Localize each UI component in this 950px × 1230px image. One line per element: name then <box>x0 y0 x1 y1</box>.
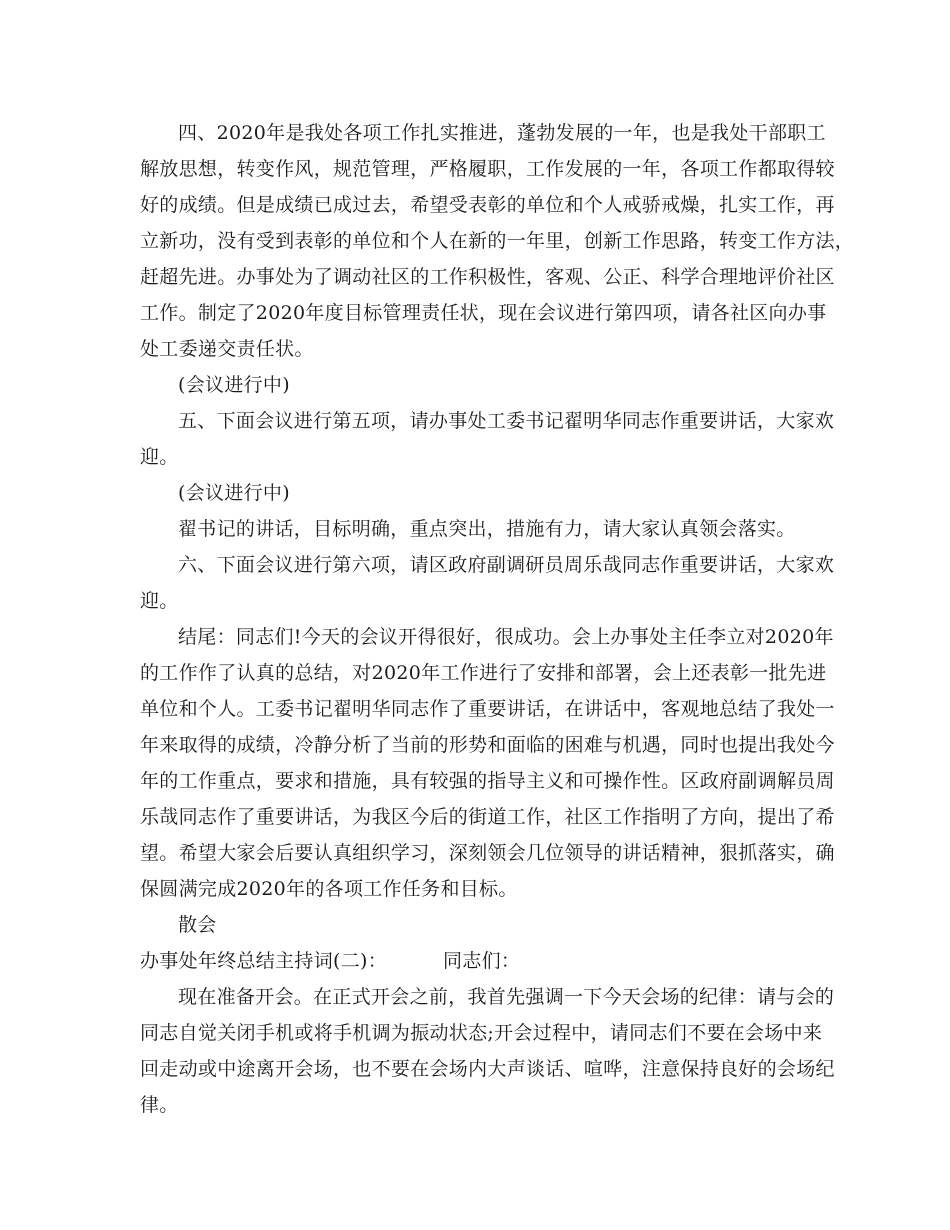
discipline-paragraph-line-2: 同志自觉关闭手机或将手机调为振动状态;开会过程中，请同志们不要在会场中来 <box>140 1022 823 1044</box>
paragraph-four-line-5: 赶超先进。办事处为了调动社区的工作积极性，客观、公正、科学合理地评价社区 <box>140 266 835 288</box>
closing-paragraph-line-1: 结尾：同志们!今天的会议开得很好，很成功。会上办事处主任李立对2020年 <box>178 626 834 648</box>
paragraph-four-line-2: 解放思想，转变作风，规范管理，严格履职，工作发展的一年，各项工作都取得较 <box>140 158 835 180</box>
discipline-paragraph-line-1: 现在准备开会。在正式开会之前，我首先强调一下今天会场的纪律：请与会的 <box>178 986 835 1008</box>
closing-paragraph-line-4: 年来取得的成绩，冷静分析了当前的形势和面临的困难与机遇，同时也提出我处今 <box>140 734 835 756</box>
paragraph-four-line-4: 立新功，没有受到表彰的单位和个人在新的一年里，创新工作思路，转变工作方法， <box>140 230 855 252</box>
closing-paragraph-line-2: 的工作作了认真的总结，对2020年工作进行了安排和部署，会上还表彰一批先进 <box>140 662 827 684</box>
paragraph-six-line-2: 迎。 <box>140 590 179 612</box>
closing-paragraph-line-5: 年的工作重点，要求和措施，具有较强的指导主义和可操作性。区政府副调解员周 <box>140 770 835 792</box>
secretary-speech-remark: 翟书记的讲话，目标明确，重点突出，措施有力，请大家认真领会落实。 <box>178 518 796 540</box>
closing-paragraph-line-3: 单位和个人。工委书记翟明华同志作了重要讲话，在讲话中，客观地总结了我处一 <box>140 698 835 720</box>
paragraph-five-line-1: 五、下面会议进行第五项，请办事处工委书记翟明华同志作重要讲话，大家欢 <box>178 410 835 432</box>
closing-paragraph-line-7: 望。希望大家会后要认真组织学习，深刻领会几位领导的讲话精神，狠抓落实，确 <box>140 842 835 864</box>
adjourn-line: 散会 <box>178 914 217 936</box>
greeting-comrades: 同志们： <box>443 950 521 972</box>
closing-paragraph-line-6: 乐哉同志作了重要讲话，为我区今后的街道工作，社区工作指明了方向，提出了希 <box>140 806 835 828</box>
paragraph-five-line-2: 迎。 <box>140 446 179 468</box>
second-script-heading-line <box>140 949 520 973</box>
discipline-paragraph-line-3: 回走动或中途离开会场，也不要在会场内大声谈话、喧哗，注意保持良好的会场纪 <box>140 1058 835 1080</box>
discipline-paragraph-line-4: 律。 <box>140 1094 179 1116</box>
paragraph-four-line-6: 工作。制定了2020年度目标管理责任状，现在会议进行第四项，请各社区向办事 <box>140 302 827 324</box>
paragraph-four-line-7: 处工委递交责任状。 <box>140 338 314 360</box>
meeting-in-progress-note-1: (会议进行中) <box>178 374 290 396</box>
paragraph-four-line-1: 四、2020年是我处各项工作扎实推进，蓬勃发展的一年，也是我处干部职工 <box>178 122 826 144</box>
paragraph-four-line-3: 好的成绩。但是成绩已成过去，希望受表彰的单位和个人戒骄戒燥，扎实工作，再 <box>140 194 835 216</box>
paragraph-six-line-1: 六、下面会议进行第六项，请区政府副调研员周乐哉同志作重要讲话，大家欢 <box>178 554 835 576</box>
closing-paragraph-line-8: 保圆满完成2020年的各项工作任务和目标。 <box>140 878 518 900</box>
meeting-in-progress-note-2: (会议进行中) <box>178 482 290 504</box>
second-script-title: 办事处年终总结主持词(二)： <box>140 950 388 972</box>
